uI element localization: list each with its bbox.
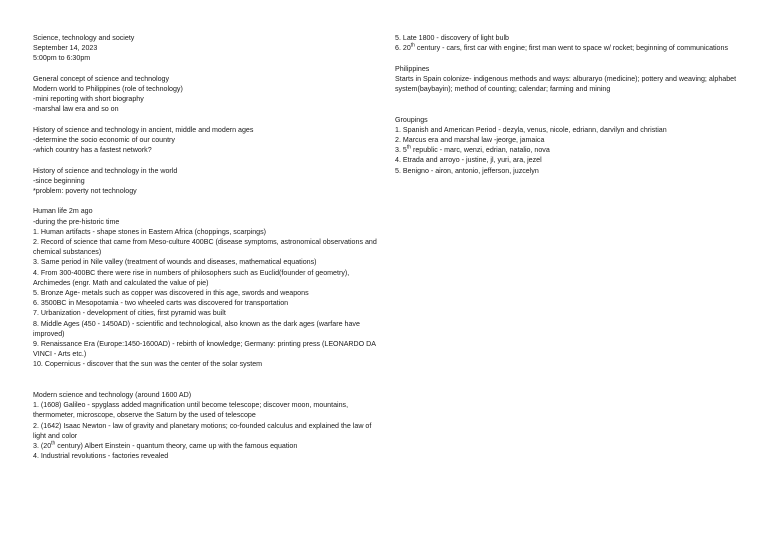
list-item: 4. Industrial revolutions - factories revealed [33,452,169,461]
list-item: 2. (1642) Isaac Newton - law of gravity and planetary motions; co-founded calculus and explained the law of light and color [33,421,372,440]
list-item: 1. Human artifacts - shape stones in Eastern Africa (choppings, scarpings) [33,227,267,236]
notes-left-column [33,33,378,472]
list-item: 3. Same period in Nile valley (treatment of wounds and diseases, mathematical equations) [33,258,317,267]
philippines-section [395,64,740,95]
list-item-text: century) Albert Einstein - quantum theory, came up with the famous equation [55,442,298,451]
list-item-text: republic - marc, wenzi, edrian, natalio, nova [411,146,550,155]
note-line: *problem: poverty not technology [33,187,137,195]
groupings-section [395,115,740,176]
list-item: 6. 3500BC in Mesopotamia - two wheeled carts was discovered for transportation [33,299,289,308]
list-item: 8. Middle Ages (450 - 1450AD) - scientific and technological, also known as the dark ages (warfare have improved) [33,319,360,338]
note-line: Starts in Spain colonize- indigenous methods and ways: alburaryo (medicine); pottery and weaving; alphabet system(baybayin); method of counting; calendar; farming and mining [395,74,737,93]
course-title: Science, technology and society [33,34,135,42]
note-line: -marshal law era and so on [33,105,119,114]
section-heading: Philippines [395,64,430,73]
note-line: -determine the socio economic of our country [33,136,175,144]
section-heading: History of science and technology in ancient, middle and modern ages [33,125,254,134]
section-heading: Modern science and technology (around 1600 AD) [33,391,192,400]
spacer [395,104,740,114]
list-item: 10. Copernicus - discover that the sun was the center of the solar system [33,360,263,369]
list-item-text: century - cars, first car with engine; first man went to space w/ rocket; beginning of communications [414,44,728,53]
notes-right-column [395,33,740,186]
list-item: 1. (1608) Galileo - spyglass added magnification until become telescope; discover moon, mountains, thermometer, microscope, observe the Saturn by the used of telescope [33,401,349,420]
human-life-section [33,206,378,369]
later-discoveries-section [395,33,740,53]
note-line: -since beginning [33,176,85,185]
list-item: 4. Etrada and arroyo - justine, jl, yuri, ara, jezel [395,156,542,165]
note-line: Modern world to Philippines (role of technology) [33,85,183,93]
list-item-text: 3. 5 [395,146,407,155]
list-item: 5. Benigno - airon, antonio, jefferson, juzcelyn [395,166,539,175]
session-date: September 14, 2023 [33,44,98,53]
notes-header [33,33,378,64]
list-item: 9. Renaissance Era (Europe:1450-1600AD) - rebirth of knowledge; Germany: printing press (LEONARDO DA VINCI - Arts etc.) [33,340,376,359]
list-item [395,43,740,53]
list-item: 2. Marcus era and marshal law -jeorge, jamaica [395,135,545,144]
list-item-text: 6. 20 [395,44,411,53]
list-item: 2. Record of science that came from Meso-culture 400BC (disease symptoms, astronomical observations and chemical substances) [33,238,377,257]
list-item [395,145,740,155]
modern-science-section [33,390,378,461]
section-heading: History of science and technology in the world [33,166,178,175]
history-world-section [33,166,378,197]
ordinal-suffix: th [410,42,415,49]
section-heading: General concept of science and technology [33,74,170,83]
note-line: -which country has a fastest network? [33,146,152,155]
list-item: 4. From 300-400BC there were rise in numbers of philosophers such as Euclid(founder of geometry), Archimedes (engr. Math and calculated the value of pie) [33,268,350,287]
section-heading: Groupings [395,115,428,124]
list-item: 5. Bronze Age- metals such as copper was discovered in this age, swords and weapons [33,289,309,298]
general-concept-section [33,74,378,115]
list-item: 1. Spanish and American Period - dezyla, venus, nicole, edriann, darvilyn and christian [395,125,667,134]
list-item-text: 3. (20 [33,442,52,451]
ordinal-suffix: th [406,144,412,151]
note-line: -during the pre-historic time [33,217,120,226]
spacer [33,380,378,390]
session-time: 5:00pm to 6:30pm [33,54,91,63]
list-item: 7. Urbanization - development of cities, first pyramid was built [33,309,226,318]
note-line: -mini reporting with short biography [33,95,144,104]
list-item: 5. Late 1800 - discovery of light bulb [395,34,509,42]
list-item [33,441,378,451]
section-heading: Human life 2m ago [33,207,93,216]
history-ages-section [33,125,378,156]
ordinal-suffix: th [51,440,56,447]
